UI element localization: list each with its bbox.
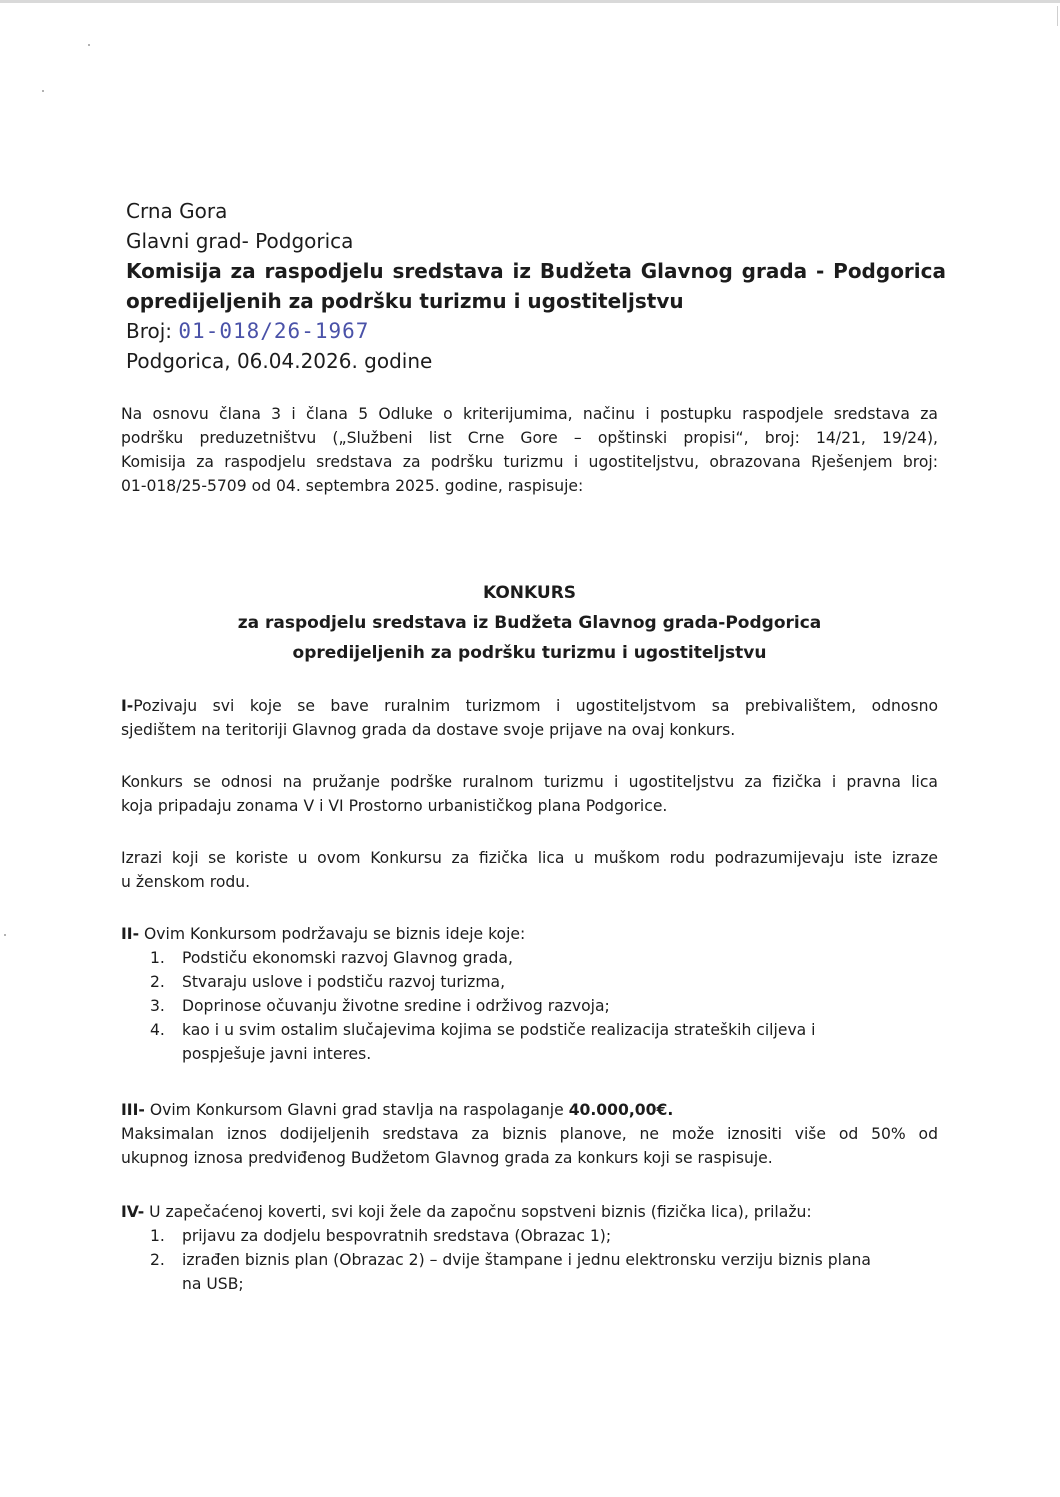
list-item: 2. Stvaraju uslove i podstiču razvoj turizma,	[150, 973, 506, 991]
section-3-line: Maksimalan iznos dodijeljenih sredstava za biznis planove, ne može iznositi više od 50% od	[121, 1125, 938, 1143]
section-1-paragraph-2	[121, 770, 938, 818]
list-item: 1. prijavu za dodjelu bespovratnih sredstava (Obrazac 1);	[150, 1227, 612, 1245]
section-2-prefix: II-	[121, 925, 140, 943]
section-1-line: Konkurs se odnosi na pružanje podrške ruralnom turizmu i ugostiteljstvu za fizička i pravna lica	[121, 773, 938, 791]
header-place-date: Podgorica, 06.04.2026. godine	[126, 349, 433, 373]
section-1-line: koja pripadaju zonama V i VI Prostorno urbanističkog plana Podgorice.	[121, 797, 668, 815]
intro-line: Na osnovu člana 3 i člana 5 Odluke o kriterijumima, načinu i postupku raspodjele sredstava za	[121, 405, 938, 423]
scan-right-edge	[1057, 6, 1058, 26]
section-2	[121, 922, 938, 1066]
section-1-line: sjedištem na teritoriji Glavnog grada da dostave svoje prijave na ovaj konkurs.	[121, 721, 736, 739]
section-3-line: ukupnog iznosa predviđenog Budžetom Glavnog grada za konkurs koji se raspisuje.	[121, 1149, 773, 1167]
section-4	[121, 1200, 938, 1296]
section-4-lead: IV- U zapečaćenoj koverti, svi koji žele da započnu sopstveni biznis (fizička lica), prilažu:	[121, 1203, 812, 1221]
header-country: Crna Gora	[126, 199, 228, 223]
scan-speck	[88, 44, 90, 46]
section-1	[121, 694, 938, 742]
document-header	[126, 196, 946, 376]
list-item: 4. kao i u svim ostalim slučajevima kojima se podstiče realizacija strateških ciljeva i pospješuje javni interes.	[150, 1021, 816, 1063]
scan-speck	[4, 934, 6, 936]
section-1-line: Izrazi koji se koriste u ovom Konkursu za fizička lica u muškom rodu podrazumijevaju iste izraze	[121, 849, 938, 867]
list-item: 1. Podstiču ekonomski razvoj Glavnog grada,	[150, 949, 513, 967]
title-line2: za raspodjelu sredstava iz Budžeta Glavnog grada-Podgorica	[237, 613, 822, 633]
header-number	[126, 316, 946, 346]
intro-line: podršku preduzetništvu („Službeni list Crne Gore – opštinski propisi“, broj: 14/21, 19/24),	[121, 429, 938, 447]
intro-paragraph	[121, 402, 938, 498]
list-item: 2. izrađen biznis plan (Obrazac 2) – dvije štampane i jednu elektronsku verziju biznis plana na USB;	[150, 1251, 871, 1293]
section-1-line: u ženskom rodu.	[121, 873, 251, 891]
list-item: 3. Doprinose očuvanju životne sredine i održivog razvoja;	[150, 997, 610, 1015]
header-commission-line2: opredijeljenih za podršku turizmu i ugostiteljstvu	[126, 289, 684, 313]
document-title	[121, 578, 938, 668]
title-main: KONKURS	[482, 583, 577, 603]
section-3-lead: III- Ovim Konkursom Glavni grad stavlja na raspolaganje 40.000,00€.	[121, 1101, 674, 1119]
section-4-prefix: IV-	[121, 1203, 145, 1221]
section-1-prefix: I-	[121, 697, 134, 715]
intro-line: 01-018/25-5709 od 04. septembra 2025. godine, raspisuje:	[121, 477, 584, 495]
section-1-line: I-Pozivaju svi koje se bave ruralnim turizmom i ugostiteljstvom sa prebivalištem, odnosno	[121, 697, 938, 715]
title-line3: opredijeljenih za podršku turizmu i ugostiteljstvu	[292, 643, 767, 663]
scan-speck	[42, 90, 44, 92]
section-2-lead: II- Ovim Konkursom podržavaju se biznis ideje koje:	[121, 925, 526, 943]
section-2-list	[121, 946, 938, 1066]
header-number-label: Broj:	[126, 319, 173, 343]
section-4-list	[121, 1224, 938, 1296]
section-3	[121, 1098, 938, 1170]
section-3-prefix: III-	[121, 1101, 145, 1119]
header-city: Glavni grad- Podgorica	[126, 229, 354, 253]
section-1-paragraph-3	[121, 846, 938, 894]
scan-top-edge	[0, 0, 1060, 3]
header-number-handwritten: 01-018/26-1967	[178, 319, 370, 343]
section-3-amount: 40.000,00€.	[568, 1101, 674, 1119]
intro-line: Komisija za raspodjelu sredstava za podršku turizmu i ugostiteljstvu, obrazovana Rješenjem broj:	[121, 453, 938, 471]
header-commission-line1: Komisija za raspodjelu sredstava iz Budžeta Glavnog grada - Podgorica	[126, 259, 946, 283]
